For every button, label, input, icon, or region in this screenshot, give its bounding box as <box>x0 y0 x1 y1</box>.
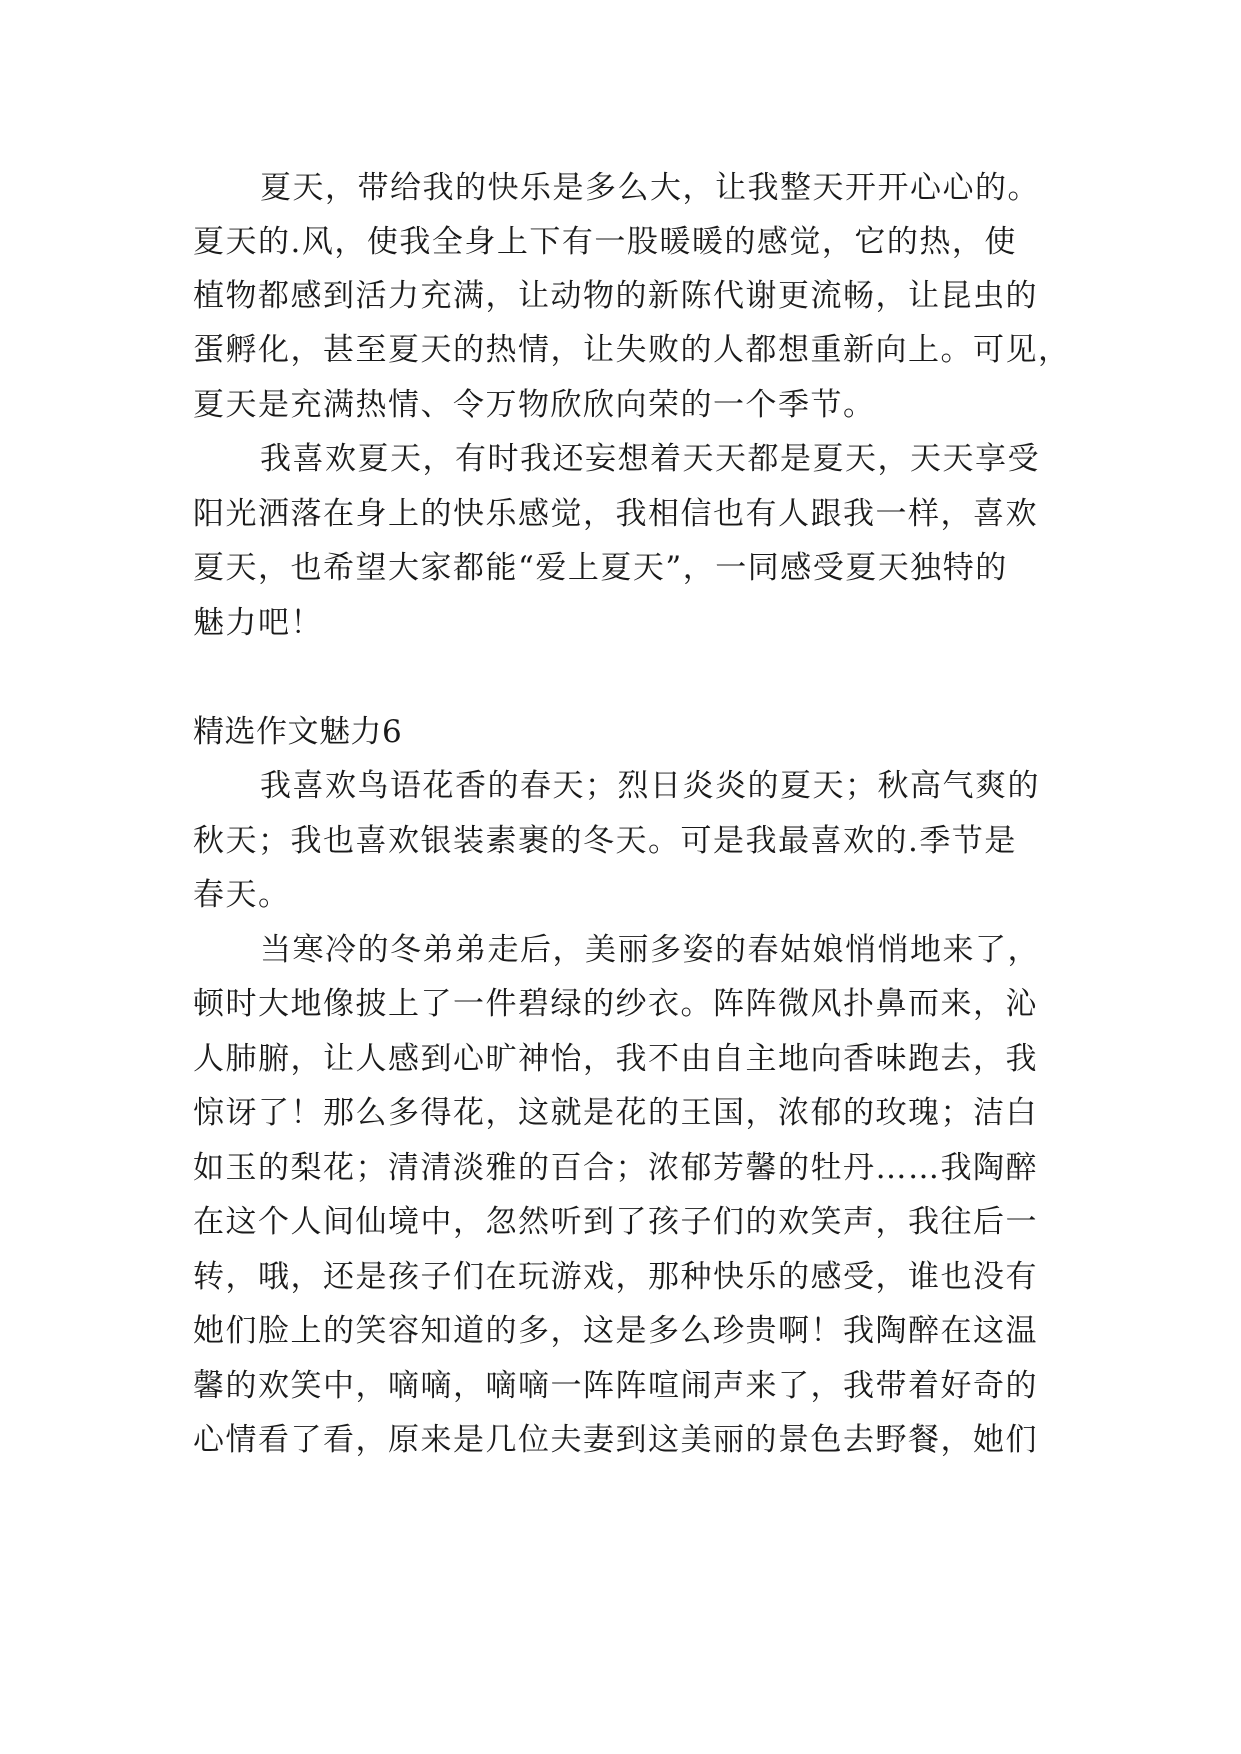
section-heading: 精选作文魅力6 <box>193 714 403 750</box>
paragraph-line: 我喜欢鸟语花香的春天；烈日炎炎的夏天；秋高气爽的 <box>260 768 1040 804</box>
paragraph-line: 心情看了看，原来是几位夫妻到这美丽的景色去野餐，她们 <box>193 1422 1038 1458</box>
paragraph-line: 惊讶了！那么多得花，这就是花的王国，浓郁的玫瑰；洁白 <box>193 1095 1038 1131</box>
paragraph-line: 春天。 <box>193 877 291 913</box>
paragraph-line: 夏天，也希望大家都能“爱上夏天”，一同感受夏天独特的 <box>193 550 1008 586</box>
paragraph-line: 植物都感到活力充满，让动物的新陈代谢更流畅，让昆虫的 <box>193 278 1038 314</box>
paragraph-line: 当寒冷的冬弟弟走后，美丽多姿的春姑娘悄悄地来了， <box>260 932 1040 968</box>
paragraph-line: 蛋孵化，甚至夏天的热情，让失败的人都想重新向上。可见， <box>193 332 1071 368</box>
paragraph-line: 顿时大地像披上了一件碧绿的纱衣。阵阵微风扑鼻而来，沁 <box>193 986 1038 1022</box>
paragraph-line: 在这个人间仙境中，忽然听到了孩子们的欢笑声，我往后一 <box>193 1204 1038 1240</box>
paragraph-line: 馨的欢笑中，嘀嘀，嘀嘀一阵阵喧闹声来了，我带着好奇的 <box>193 1368 1038 1404</box>
paragraph-line: 夏天，带给我的快乐是多么大，让我整天开开心心的。 <box>260 170 1040 206</box>
paragraph-line: 魅力吧！ <box>193 605 323 641</box>
paragraph-line: 如玉的梨花；清清淡雅的百合；浓郁芳馨的牡丹……我陶醉 <box>193 1150 1038 1186</box>
paragraph-line: 夏天是充满热情、令万物欣欣向荣的一个季节。 <box>193 387 876 423</box>
paragraph-line: 夏天的.风，使我全身上下有一股暖暖的感觉，它的热，使 <box>193 224 1017 260</box>
paragraph-line: 秋天；我也喜欢银装素裹的冬天。可是我最喜欢的.季节是 <box>193 823 1017 859</box>
paragraph-line: 她们脸上的笑容知道的多，这是多么珍贵啊！我陶醉在这温 <box>193 1313 1038 1349</box>
paragraph-line: 阳光洒落在身上的快乐感觉，我相信也有人跟我一样，喜欢 <box>193 496 1038 532</box>
paragraph-line: 我喜欢夏天，有时我还妄想着天天都是夏天，天天享受 <box>260 441 1040 477</box>
paragraph-line: 转，哦，还是孩子们在玩游戏，那种快乐的感受，谁也没有 <box>193 1259 1038 1295</box>
paragraph-line: 人肺腑，让人感到心旷神怡，我不由自主地向香味跑去，我 <box>193 1041 1038 1077</box>
